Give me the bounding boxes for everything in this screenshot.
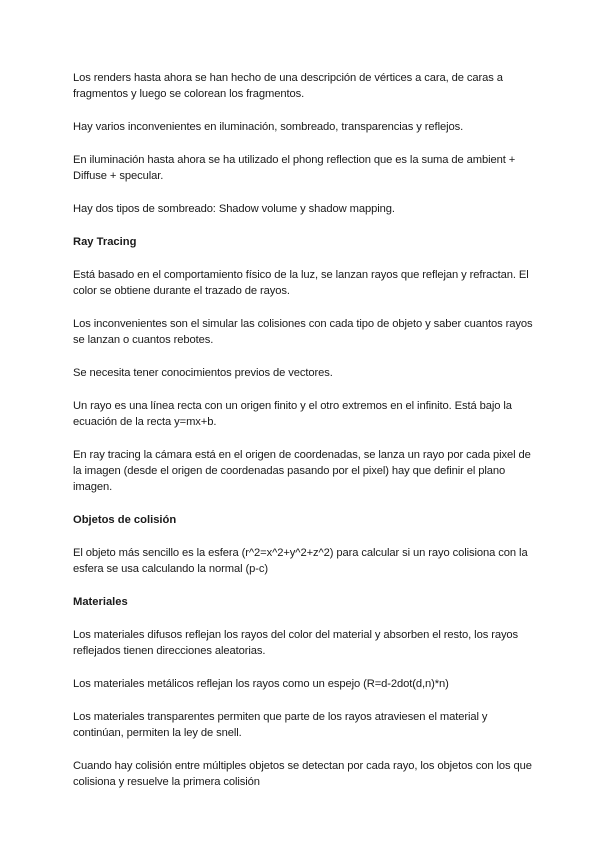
paragraph-transparentes: Los materiales transparentes permiten que parte de los rayos atraviesen el material y continúan, permiten la ley de snell. [73, 711, 488, 739]
paragraph-sombreado: Hay dos tipos de sombreado: Shadow volume y shadow mapping. [73, 203, 395, 215]
paragraph-multiples-objetos: Cuando hay colisión entre múltiples objetos se detectan por cada rayo, los objetos con los que colisiona y resuelve la primera colisión [73, 760, 532, 788]
document-page [73, 70, 533, 807]
paragraph-renders: Los renders hasta ahora se han hecho de una descripción de vértices a cara, de caras a fragmentos y luego se colorean los fragmentos. [73, 72, 503, 100]
paragraph-comportamiento-luz: Está basado en el comportamiento físico de la luz, se lanzan rayos que reflejan y refractan. El color se obtiene durante el trazado de rayos. [73, 269, 529, 297]
paragraph-esfera: El objeto más sencillo es la esfera (r^2=x^2+y^2+z^2) para calcular si un rayo colisiona con la esfera se usa calculando la normal (p-c) [73, 547, 528, 575]
heading-objetos-colision: Objetos de colisión [73, 514, 177, 526]
paragraph-inconvenientes: Hay varios inconvenientes en iluminación, sombreado, transparencias y reflejos. [73, 121, 464, 133]
paragraph-difusos: Los materiales difusos reflejan los rayos del color del material y absorben el resto, los rayos reflejados tienen direcciones aleatorias. [73, 629, 519, 657]
paragraph-inconvenientes-colisiones: Los inconvenientes son el simular las colisiones con cada tipo de objeto y saber cuantos rayos se lanzan o cuantos rebotes. [73, 318, 533, 346]
paragraph-camara: En ray tracing la cámara está en el origen de coordenadas, se lanza un rayo por cada pixel de la imagen (desde el origen de coordenadas pasando por el pixel) hay que definir el plano imagen. [73, 449, 531, 493]
paragraph-iluminacion: En iluminación hasta ahora se ha utilizado el phong reflection que es la suma de ambient + Diffuse + specular. [73, 154, 516, 182]
paragraph-vectores: Se necesita tener conocimientos previos de vectores. [73, 367, 333, 379]
paragraph-metalicos: Los materiales metálicos reflejan los rayos como un espejo (R=d-2dot(d,n)*n) [73, 678, 449, 690]
heading-ray-tracing: Ray Tracing [73, 236, 137, 248]
paragraph-rayo: Un rayo es una línea recta con un origen finito y el otro extremos en el infinito. Está bajo la ecuación de la recta y=mx+b. [73, 400, 512, 428]
heading-materiales: Materiales [73, 596, 128, 608]
